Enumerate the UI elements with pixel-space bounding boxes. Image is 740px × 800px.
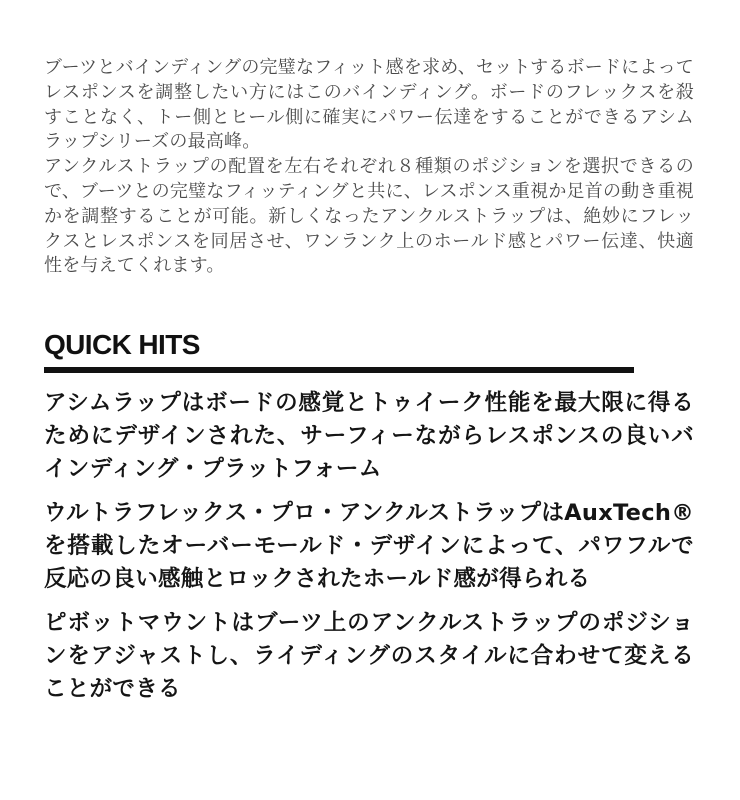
intro-paragraph: アンクルストラップの配置を左右それぞれ８種類のポジションを選択できるので、ブーツとの完璧なフィッティングと共に、レスポンス重視か足首の動き重視かを調整することが可能。新しくなったアンクルストラップは、絶妙にフレックスとレスポンスを同居させ、ワンランク上のホールド感とパワー伝達、快適性を与えてくれます。 bbox=[44, 156, 694, 277]
intro-text bbox=[44, 56, 694, 279]
quick-hit-item: アシムラップはボードの感覚とトゥイーク性能を最大限に得るためにデザインされた、サーフィーながらレスポンスの良いバインディング・プラットフォーム bbox=[44, 390, 694, 483]
quick-hit-item: ウルトラフレックス・プロ・アンクルストラップはAuxTech® を搭載したオーバーモールド・デザインによって、パワフルで反応の良い感触とロックされたホールド感が得られる bbox=[44, 500, 694, 593]
quick-hits-title: QUICK HITS bbox=[44, 329, 200, 361]
title-underline bbox=[44, 367, 634, 373]
quick-hit-item: ピボットマウントはブーツ上のアンクルストラップのポジションをアジャストし、ライディングのスタイルに合わせて変えることができる bbox=[44, 610, 694, 703]
quick-hits-list bbox=[44, 387, 694, 706]
product-description bbox=[44, 56, 694, 717]
intro-paragraph: ブーツとバインディングの完璧なフィット感を求め、セットするボードによってレスポンスを調整したい方にはこのバインディング。ボードのフレックスを殺すことなく、トー側とヒール側に確実にパワー伝達をすることができるアシムラップシリーズの最高峰。 bbox=[44, 57, 694, 153]
